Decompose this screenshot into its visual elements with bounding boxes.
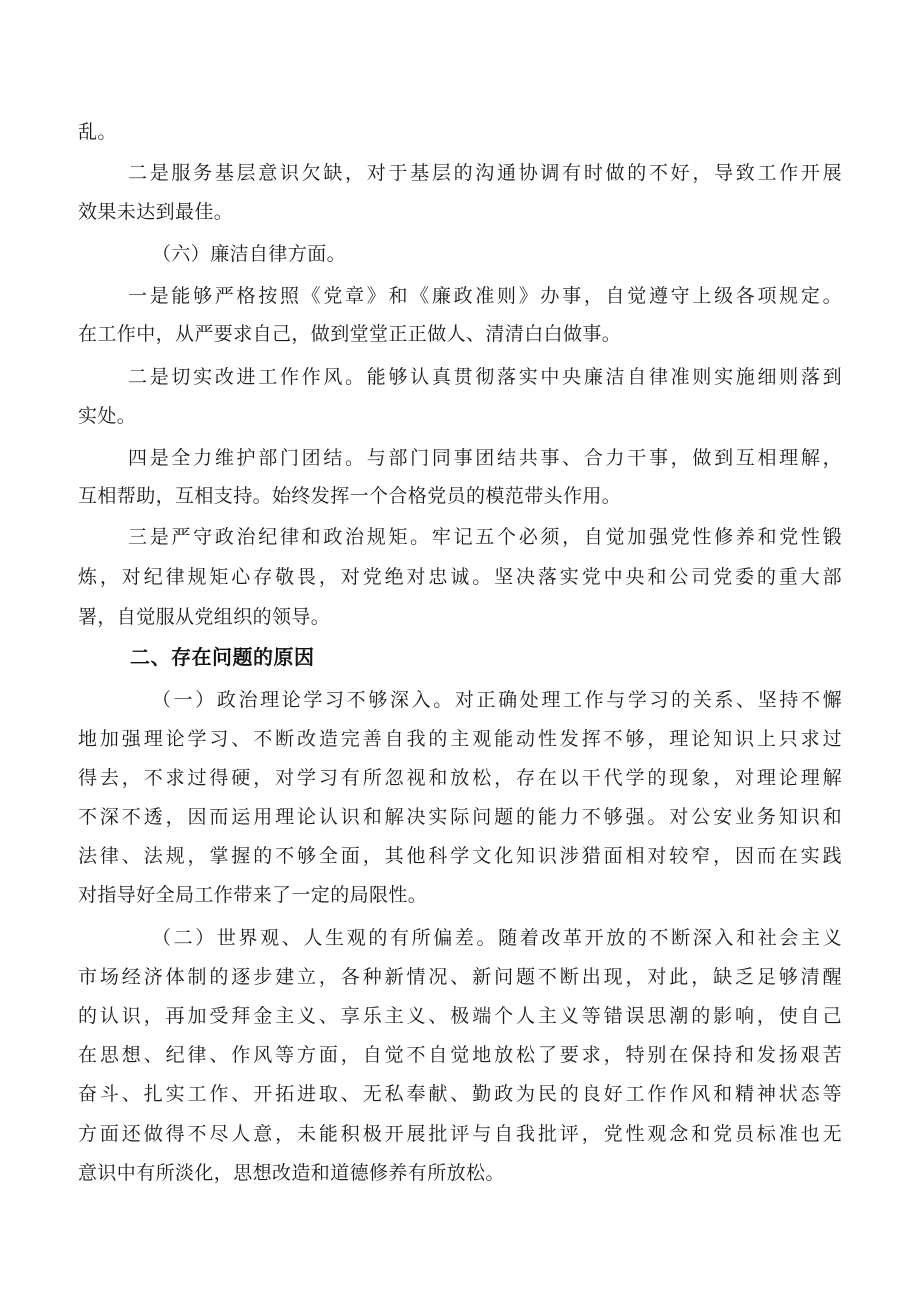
text-line: 市场经济体制的逐步建立，各种新情况、新问题不断出现，对此，缺乏足够清醒 — [78, 966, 842, 988]
text-line: 在工作中，从严要求自己，做到堂堂正正做人、清清白白做事。 — [78, 323, 622, 345]
section-heading: 二、存在问题的原因 — [130, 645, 315, 669]
text-line: （一）政治理论学习不够深入。对正确处理工作与学习的关系、坚持不懈 — [152, 689, 842, 711]
text-line: 三是严守政治纪律和政治规矩。牢记五个必须，自觉加强党性修养和党性锻 — [128, 526, 842, 548]
section-subheading: （六）廉洁自律方面。 — [152, 243, 347, 265]
text-line: 地加强理论学习、不断改造完善自我的主观能动性发挥不够，理论知识上只求过 — [78, 728, 842, 750]
text-line: 署，自觉服从党组织的领导。 — [78, 606, 331, 628]
text-line: 意识中有所淡化，思想改造和道德修养有所放松。 — [78, 1162, 505, 1184]
text-line: 效果未达到最佳。 — [78, 201, 234, 223]
text-line: 炼，对纪律规矩心存敬畏，对党绝对忠诚。坚决落实党中央和公司党委的重大部 — [78, 566, 842, 588]
text-line: 对指导好全局工作带来了一定的局限性。 — [78, 884, 428, 906]
text-line: （二）世界观、人生观的有所偏差。随着改革开放的不断深入和社会主义 — [152, 927, 842, 949]
text-line: 不深不透，因而运用理论认识和解决实际问题的能力不够强。对公安业务知识和 — [78, 806, 842, 828]
text-line: 二是服务基层意识欠缺，对于基层的沟通协调有时做的不好，导致工作开展 — [128, 162, 842, 184]
text-line: 得去，不求过得硬，对学习有所忽视和放松，存在以干代学的现象，对理论理解 — [78, 767, 842, 789]
text-line: 乱。 — [78, 121, 117, 143]
text-line: 互相帮助，互相支持。始终发挥一个合格党员的模范带头作用。 — [78, 485, 622, 507]
text-line: 二是切实改进工作作风。能够认真贯彻落实中央廉洁自律准则实施细则落到 — [128, 366, 842, 388]
text-line: 四是全力维护部门团结。与部门同事团结共事、合力干事，做到互相理解， — [128, 447, 842, 469]
text-line: 实处。 — [78, 405, 137, 427]
text-line: 一是能够严格按照《党章》和《廉政准则》办事，自觉遵守上级各项规定。 — [128, 285, 842, 307]
text-line: 在思想、纪律、作风等方面，自觉不自觉地放松了要求，特别在保持和发扬艰苦 — [78, 1044, 842, 1066]
text-line: 法律、法规，掌握的不够全面，其他科学文化知识涉猎面相对较窄，因而在实践 — [78, 845, 842, 867]
text-line: 奋斗、扎实工作、开拓进取、无私奉献、勤政为民的良好工作作风和精神状态等 — [78, 1083, 842, 1105]
text-line: 的认识，再加受拜金主义、享乐主义、极端个人主义等错误思潮的影响，使自己 — [78, 1005, 842, 1027]
text-line: 方面还做得不尽人意，未能积极开展批评与自我批评，党性观念和党员标准也无 — [78, 1123, 842, 1145]
